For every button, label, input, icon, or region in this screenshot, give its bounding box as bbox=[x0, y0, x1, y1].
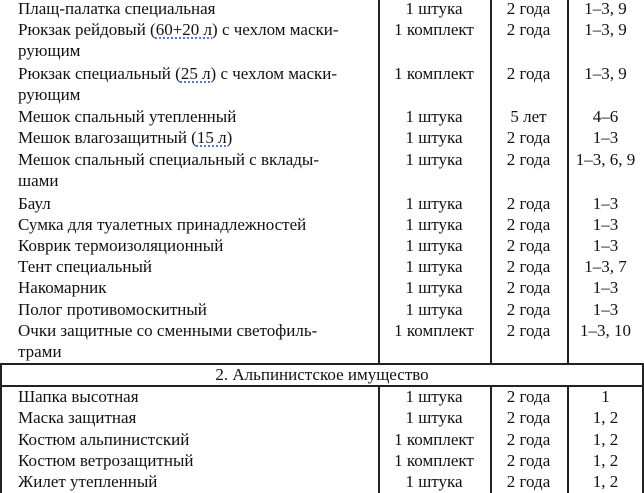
item-note: 1, 2 bbox=[592, 430, 619, 449]
item-period: 5 лет bbox=[510, 107, 547, 126]
item-name: Костюм ветрозащитный bbox=[18, 451, 194, 470]
item-quantity: 1 штука bbox=[405, 107, 463, 126]
item-quantity: 1 комплект bbox=[394, 20, 474, 39]
item-name: Рюкзак специальный (25 л) с чехлом маски- рующим bbox=[18, 64, 338, 104]
item-note: 1–3, 9 bbox=[584, 20, 627, 39]
item-period: 2 года bbox=[506, 194, 551, 213]
item-name: Костюм альпинистский bbox=[18, 430, 190, 449]
item-period: 2 года bbox=[506, 321, 551, 340]
item-quantity: 1 штука bbox=[405, 300, 463, 319]
item-name: Накомарник bbox=[18, 278, 107, 297]
item-note: 1–3 bbox=[592, 278, 619, 297]
item-quantity: 1 штука bbox=[405, 236, 463, 255]
item-note: 1–3, 6, 9 bbox=[575, 150, 636, 169]
item-period: 2 года bbox=[506, 236, 551, 255]
item-period: 2 года bbox=[506, 408, 551, 427]
item-quantity: 1 штука bbox=[405, 257, 463, 276]
item-note: 1–3, 9 bbox=[584, 0, 627, 18]
item-note: 1–3, 10 bbox=[580, 321, 631, 340]
item-name: Очки защитные со сменными светофиль- трами bbox=[18, 321, 318, 361]
item-quantity: 1 штука bbox=[405, 194, 463, 213]
item-name: Коврик термоизоляционный bbox=[18, 236, 224, 255]
item-name: Баул bbox=[18, 194, 51, 213]
item-quantity: 1 штука bbox=[405, 128, 463, 147]
item-note: 1–3 bbox=[592, 300, 619, 319]
item-name: Полог противомоскитный bbox=[18, 300, 207, 319]
item-note: 1–3, 9 bbox=[584, 64, 627, 83]
item-name: Шапка высотная bbox=[18, 387, 139, 406]
item-note: 1 bbox=[601, 387, 610, 406]
item-quantity: 1 комплект bbox=[394, 430, 474, 449]
item-note: 1, 2 bbox=[592, 451, 619, 470]
item-name: Мешок спальный специальный с вклады- шами bbox=[18, 150, 320, 190]
item-note: 1, 2 bbox=[592, 472, 619, 491]
item-note: 1–3 bbox=[592, 236, 619, 255]
item-name: Рюкзак рейдовый (60+20 л) с чехлом маски- рующим bbox=[18, 20, 339, 60]
item-period: 2 года bbox=[506, 278, 551, 297]
section-title: 2. Альпинистское имущество bbox=[215, 365, 429, 384]
item-name: Жилет утепленный bbox=[18, 472, 158, 491]
item-quantity: 1 штука bbox=[405, 408, 463, 427]
item-name: Маска защитная bbox=[18, 408, 137, 427]
item-period: 2 года bbox=[506, 215, 551, 234]
item-note: 1–3, 7 bbox=[584, 257, 627, 276]
item-note: 1, 2 bbox=[592, 408, 619, 427]
item-period: 2 года bbox=[506, 257, 551, 276]
item-quantity: 1 штука bbox=[405, 150, 463, 169]
item-period: 2 года bbox=[506, 451, 551, 470]
item-quantity: 1 комплект bbox=[394, 321, 474, 340]
item-name: Плащ-палатка специальная bbox=[18, 0, 216, 18]
item-quantity: 1 штука bbox=[405, 387, 463, 406]
item-note: 4–6 bbox=[592, 107, 619, 126]
item-quantity: 1 комплект bbox=[394, 451, 474, 470]
item-name: Тент специальный bbox=[18, 257, 152, 276]
item-name: Мешок спальный утепленный bbox=[18, 107, 237, 126]
item-name: Сумка для туалетных принадлежностей bbox=[18, 215, 307, 234]
item-quantity: 1 штука bbox=[405, 215, 463, 234]
item-period: 2 года bbox=[506, 430, 551, 449]
item-period: 2 года bbox=[506, 64, 551, 83]
item-name: Мешок влагозащитный (15 л) bbox=[18, 128, 233, 147]
item-period: 2 года bbox=[506, 0, 551, 18]
item-quantity: 1 штука bbox=[405, 0, 463, 18]
item-note: 1–3 bbox=[592, 194, 619, 213]
item-period: 2 года bbox=[506, 472, 551, 491]
item-note: 1–3 bbox=[592, 128, 619, 147]
item-quantity: 1 комплект bbox=[394, 64, 474, 83]
item-quantity: 1 штука bbox=[405, 278, 463, 297]
item-period: 2 года bbox=[506, 128, 551, 147]
item-period: 2 года bbox=[506, 20, 551, 39]
item-note: 1–3 bbox=[592, 215, 619, 234]
item-quantity: 1 штука bbox=[405, 472, 463, 491]
item-period: 2 года bbox=[506, 300, 551, 319]
item-period: 2 года bbox=[506, 150, 551, 169]
item-period: 2 года bbox=[506, 387, 551, 406]
